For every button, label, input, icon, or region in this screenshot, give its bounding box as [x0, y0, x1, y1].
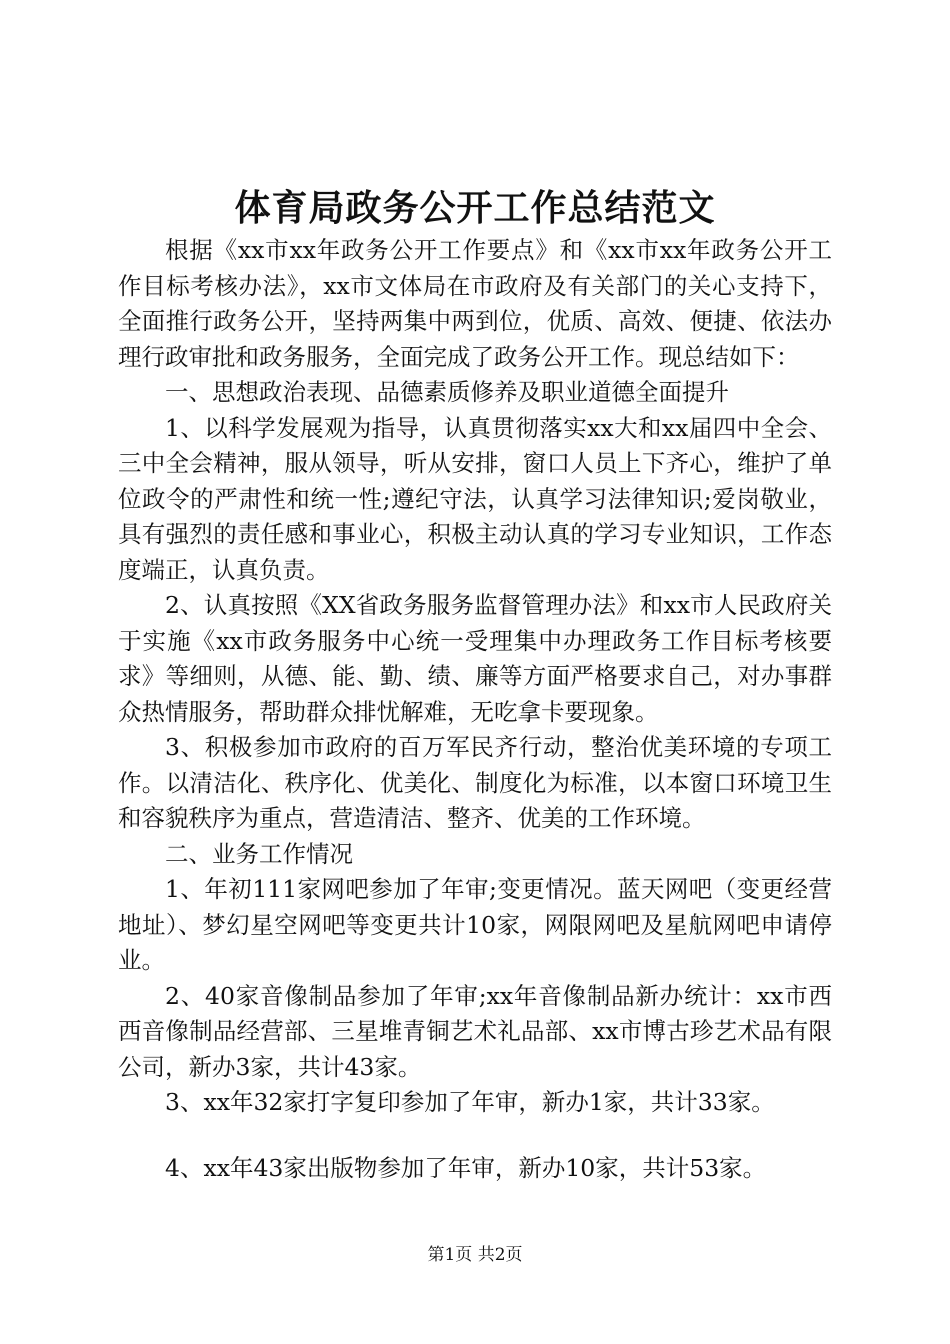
document-title: 体育局政务公开工作总结范文	[234, 187, 716, 229]
paragraph-1-1: 1、以科学发展观为指导，认真贯彻落实xx大和xx届四中全会、三中全会精神，服从领导，听从安排，窗口人员上下齐心，维护了单位政令的严肃性和统一性;遵纪守法，认真学习法律知识;爱岗敬业，具有强烈的责任感和事业心，积极主动认真的学习专业知识，工作态度端正，认真负责。	[118, 413, 832, 584]
paragraph-1-3: 3、积极参加市政府的百万军民齐行动，整治优美环境的专项工作。以清洁化、秩序化、优美化、制度化为标准，以本窗口环境卫生和容貌秩序为重点，营造清洁、整齐、优美的工作环境。	[118, 733, 832, 832]
page-number: 第1页 共2页	[427, 1245, 523, 1265]
paragraph-2-2: 2、40家音像制品参加了年审;xx年音像制品新办统计：xx市西西音像制品经营部、三星堆青铜艺术礼品部、xx市博古珍艺术品有限公司，新办3家，共计43家。	[118, 981, 832, 1081]
heading-section-2: 二、业务工作情况	[165, 839, 353, 868]
heading-section-1: 一、思想政治表现、品德素质修养及职业道德全面提升	[165, 378, 729, 406]
paragraph-intro: 根据《xx市xx年政务公开工作要点》和《xx市xx年政务公开工作目标考核办法》，xx市文体局在市政府及有关部门的关心支持下，全面推行政务公开，坚持两集中两到位，优质、高效、便捷、依法办理行政审批和政务服务，全面完成了政务公开工作。现总结如下：	[118, 236, 832, 371]
paragraph-1-2: 2、认真按照《XX省政务服务监督管理办法》和xx市人民政府关于实施《xx市政务服务中心统一受理集中办理政务工作目标考核要求》等细则，从德、能、勤、绩、廉等方面严格要求自己，对办事群众热情服务，帮助群众排忧解难，无吃拿卡要现象。	[118, 591, 832, 726]
paragraph-2-3: 3、xx年32家打字复印参加了年审，新办1家，共计33家。	[165, 1088, 775, 1116]
paragraph-2-1: 1、年初111家网吧参加了年审;变更情况。蓝天网吧（变更经营地址）、梦幻星空网吧等变更共计10家，网限网吧及星航网吧申请停业。	[118, 875, 832, 974]
document-body	[118, 233, 832, 1186]
paragraph-2-4: 4、xx年43家出版物参加了年审，新办10家，共计53家。	[165, 1153, 767, 1182]
